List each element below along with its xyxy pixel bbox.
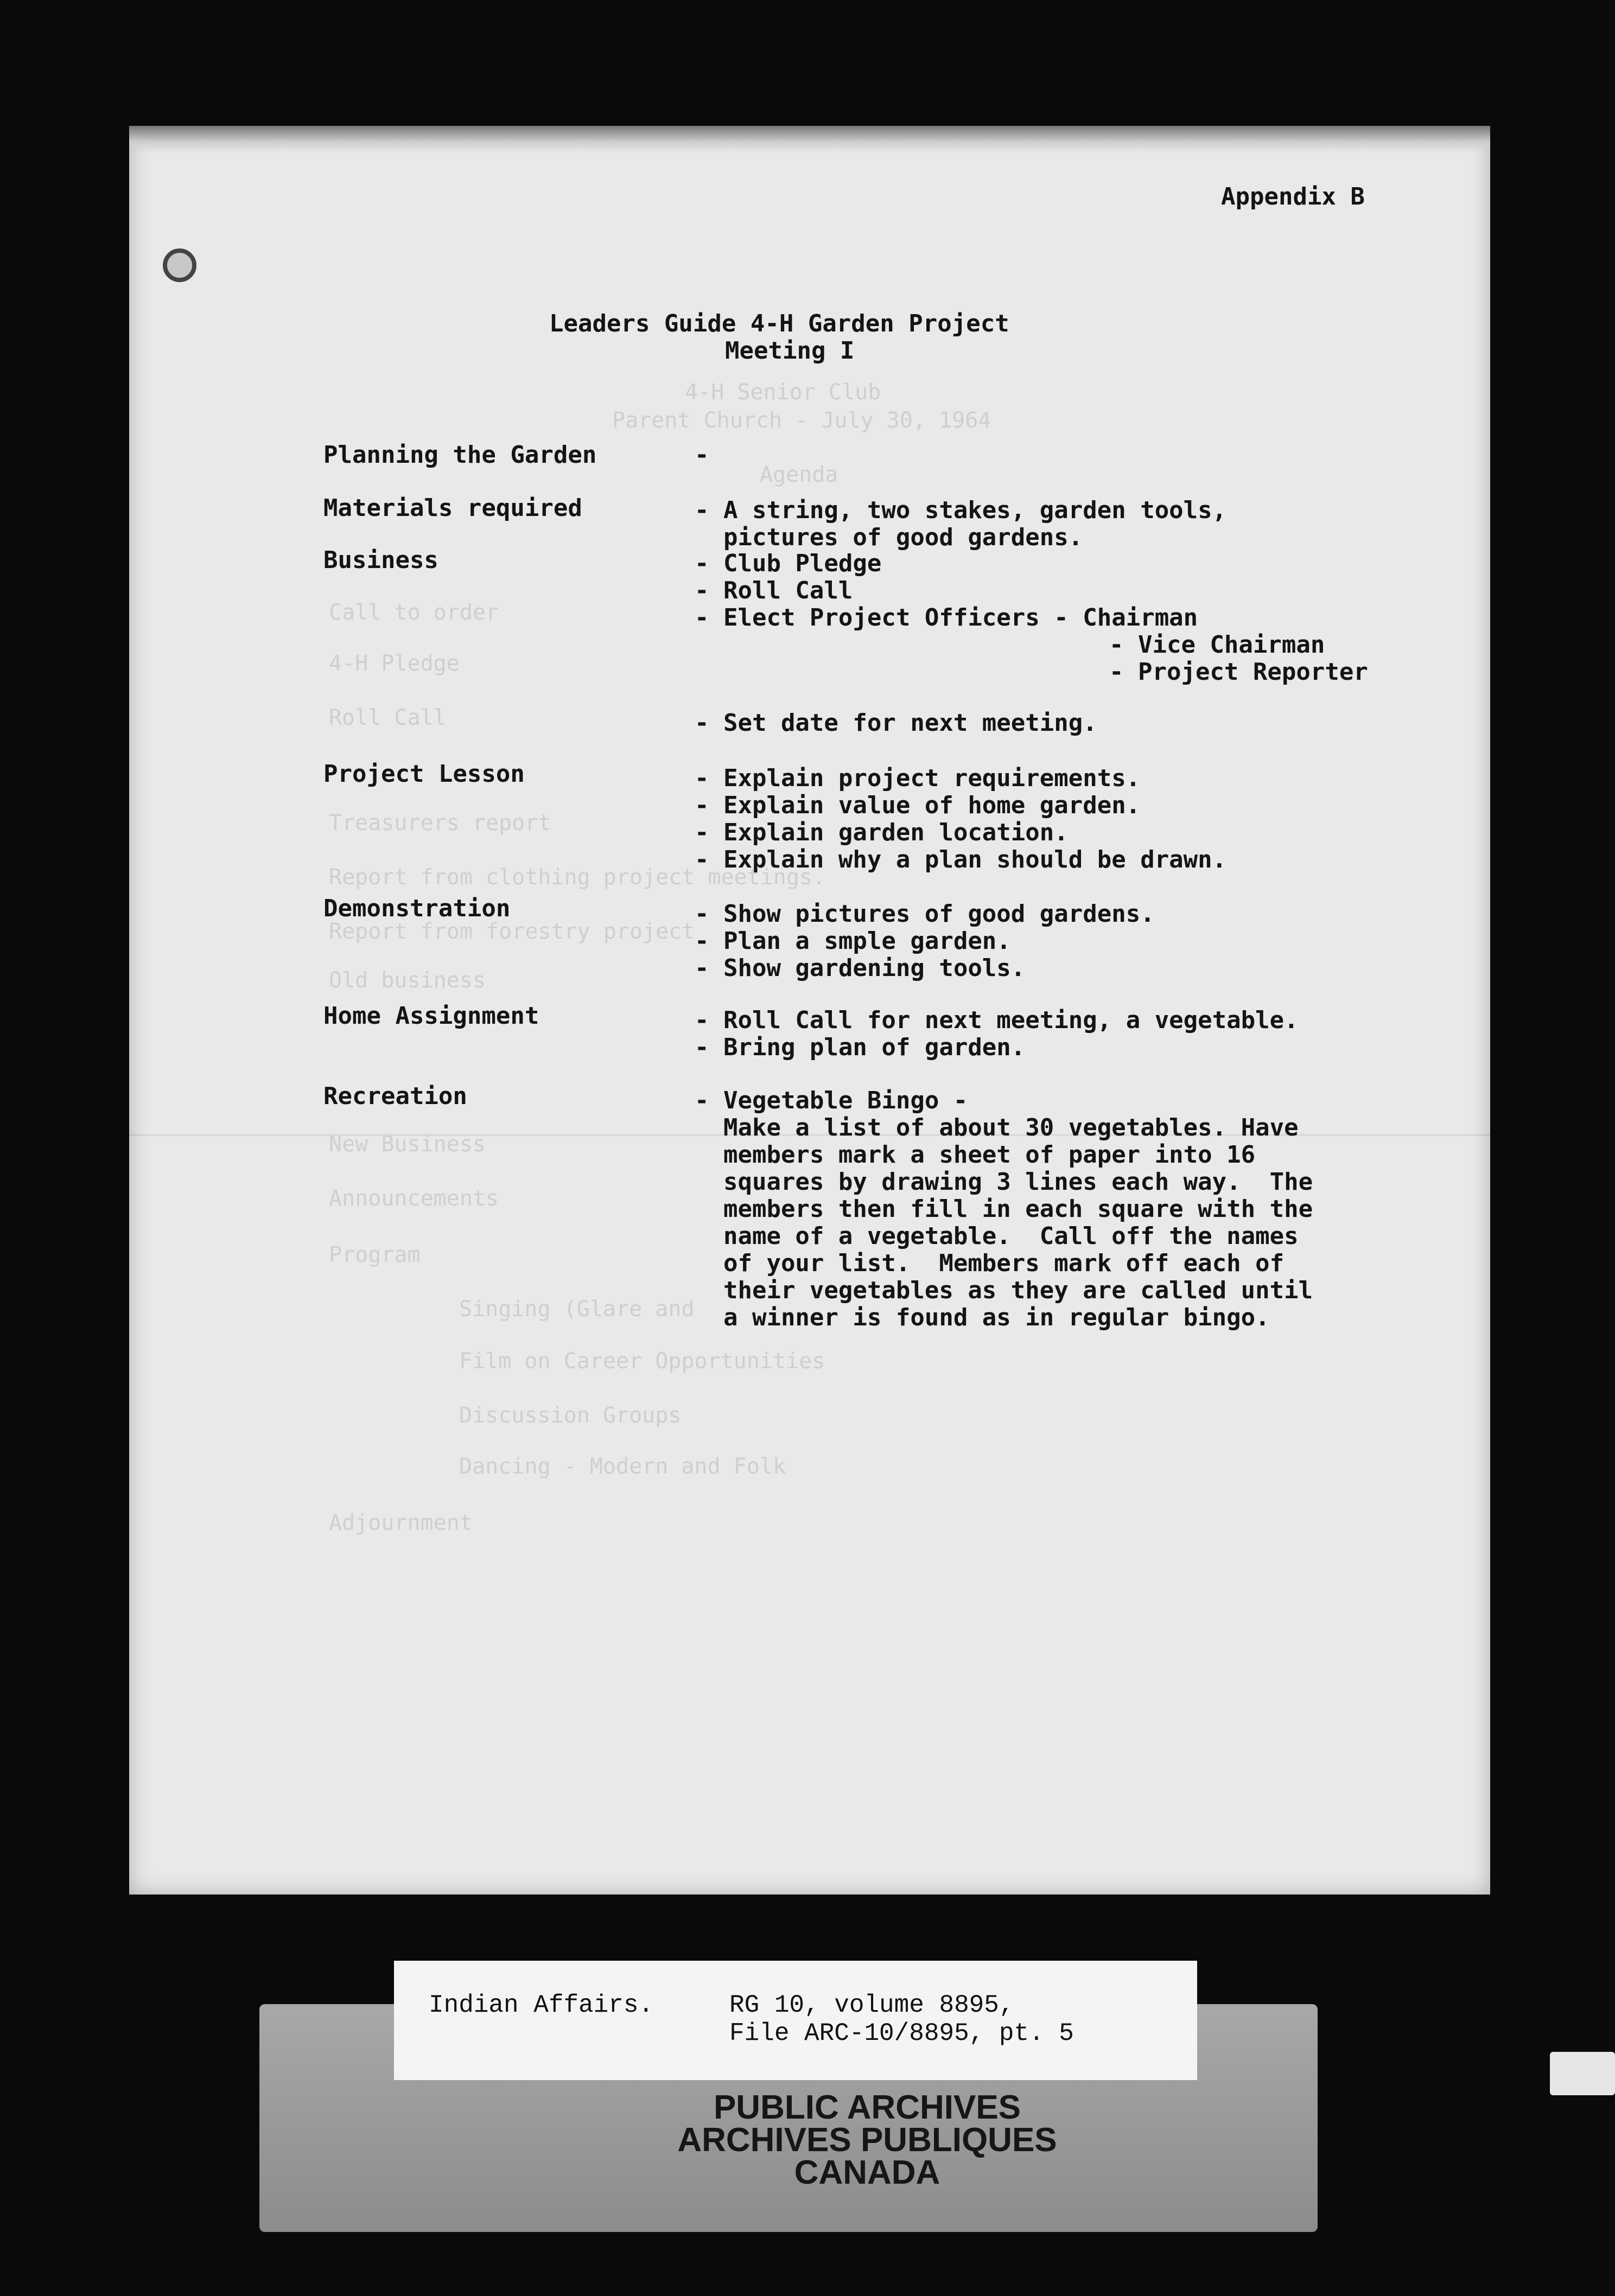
archive-stamp-line: CANADA xyxy=(794,2154,940,2191)
bleed-through-text: Report from forestry project xyxy=(329,919,695,944)
row-label-demonstration: Demonstration xyxy=(323,895,511,922)
row-item: - Set date for next meeting. xyxy=(695,709,1097,737)
row-item: - Show pictures of good gardens. xyxy=(695,900,1155,928)
archive-reference-line: RG 10, volume 8895, xyxy=(729,1991,1014,2019)
row-item: - Show gardening tools. xyxy=(695,954,1026,982)
row-item: - A string, two stakes, garden tools, xyxy=(695,496,1227,524)
row-item: Make a list of about 30 vegetables. Have xyxy=(695,1114,1299,1141)
row-label-materials: Materials required xyxy=(323,494,582,522)
row-item: members mark a sheet of paper into 16 xyxy=(695,1141,1256,1169)
row-item: - Explain why a plan should be drawn. xyxy=(695,846,1227,873)
row-item: a winner is found as in regular bingo. xyxy=(695,1304,1270,1331)
row-item: pictures of good gardens. xyxy=(695,524,1083,551)
row-label-lesson: Project Lesson xyxy=(323,760,525,788)
row-label-recreation: Recreation xyxy=(323,1082,467,1110)
bleed-through-text: 4-H Senior Club xyxy=(685,380,881,405)
row-item: - Explain garden location. xyxy=(695,819,1069,846)
archive-reference-line: File ARC-10/8895, pt. 5 xyxy=(729,2019,1074,2048)
row-dash-planning: - xyxy=(695,441,709,469)
row-item: - Club Pledge xyxy=(695,550,882,577)
archive-stamp-line: ARCHIVES PUBLIQUES xyxy=(677,2121,1057,2159)
bleed-through-text: Old business xyxy=(329,968,486,993)
row-item: squares by drawing 3 lines each way. The xyxy=(695,1168,1313,1196)
row-item: - Bring plan of garden. xyxy=(695,1034,1026,1061)
bleed-through-text: Call to order xyxy=(329,600,499,625)
row-item: - Explain value of home garden. xyxy=(695,792,1141,819)
row-item: - Elect Project Officers - Chairman xyxy=(695,604,1198,632)
archive-source: Indian Affairs. xyxy=(429,1991,654,2019)
row-item: - Explain project requirements. xyxy=(695,764,1141,792)
row-item: name of a vegetable. Call off the names xyxy=(695,1222,1299,1250)
document-title: Leaders Guide 4-H Garden Project xyxy=(549,310,1009,337)
bleed-through-text: Agenda xyxy=(760,462,838,487)
bleed-through-text: Film on Career Opportunities xyxy=(459,1349,825,1374)
punch-hole-icon xyxy=(163,248,196,282)
bleed-through-text: Treasurers report xyxy=(329,811,551,836)
row-item: - Project Reporter xyxy=(1109,658,1368,686)
appendix-label: Appendix B xyxy=(1221,183,1365,211)
bleed-through-text: Announcements xyxy=(329,1186,499,1211)
film-frame-marker xyxy=(1550,2052,1615,2095)
archive-stamp-line: PUBLIC ARCHIVES xyxy=(713,2089,1021,2126)
row-label-business: Business xyxy=(323,546,438,574)
bleed-through-text: Discussion Groups xyxy=(459,1403,682,1428)
row-item: - Plan a smple garden. xyxy=(695,927,1011,955)
row-item: members then fill in each square with the xyxy=(695,1195,1313,1223)
bleed-through-text: Singing (Glare and xyxy=(459,1297,695,1322)
row-item: of your list. Members mark off each of xyxy=(695,1249,1285,1277)
row-item: - Roll Call xyxy=(695,577,853,604)
bleed-through-text: Roll Call xyxy=(329,705,447,730)
row-item: their vegetables as they are called until xyxy=(695,1277,1313,1304)
row-item: - Vegetable Bingo - xyxy=(695,1087,968,1114)
row-item: - Roll Call for next meeting, a vegetable. xyxy=(695,1006,1299,1034)
bleed-through-text: Program xyxy=(329,1242,421,1267)
document-subtitle: Meeting I xyxy=(725,337,855,365)
bleed-through-text: New Business xyxy=(329,1132,486,1157)
row-item: - Vice Chairman xyxy=(1109,631,1325,659)
row-label-home-assignment: Home Assignment xyxy=(323,1002,539,1030)
bleed-through-text: Dancing - Modern and Folk xyxy=(459,1454,786,1479)
bleed-through-text: Adjournment xyxy=(329,1510,473,1535)
row-label-planning: Planning the Garden xyxy=(323,441,597,469)
bleed-through-text: Parent Church - July 30, 1964 xyxy=(612,408,991,433)
bleed-through-text: Report from clothing project meetings. xyxy=(329,865,826,890)
bleed-through-text: 4-H Pledge xyxy=(329,651,460,676)
page-top-edge xyxy=(129,126,1490,153)
